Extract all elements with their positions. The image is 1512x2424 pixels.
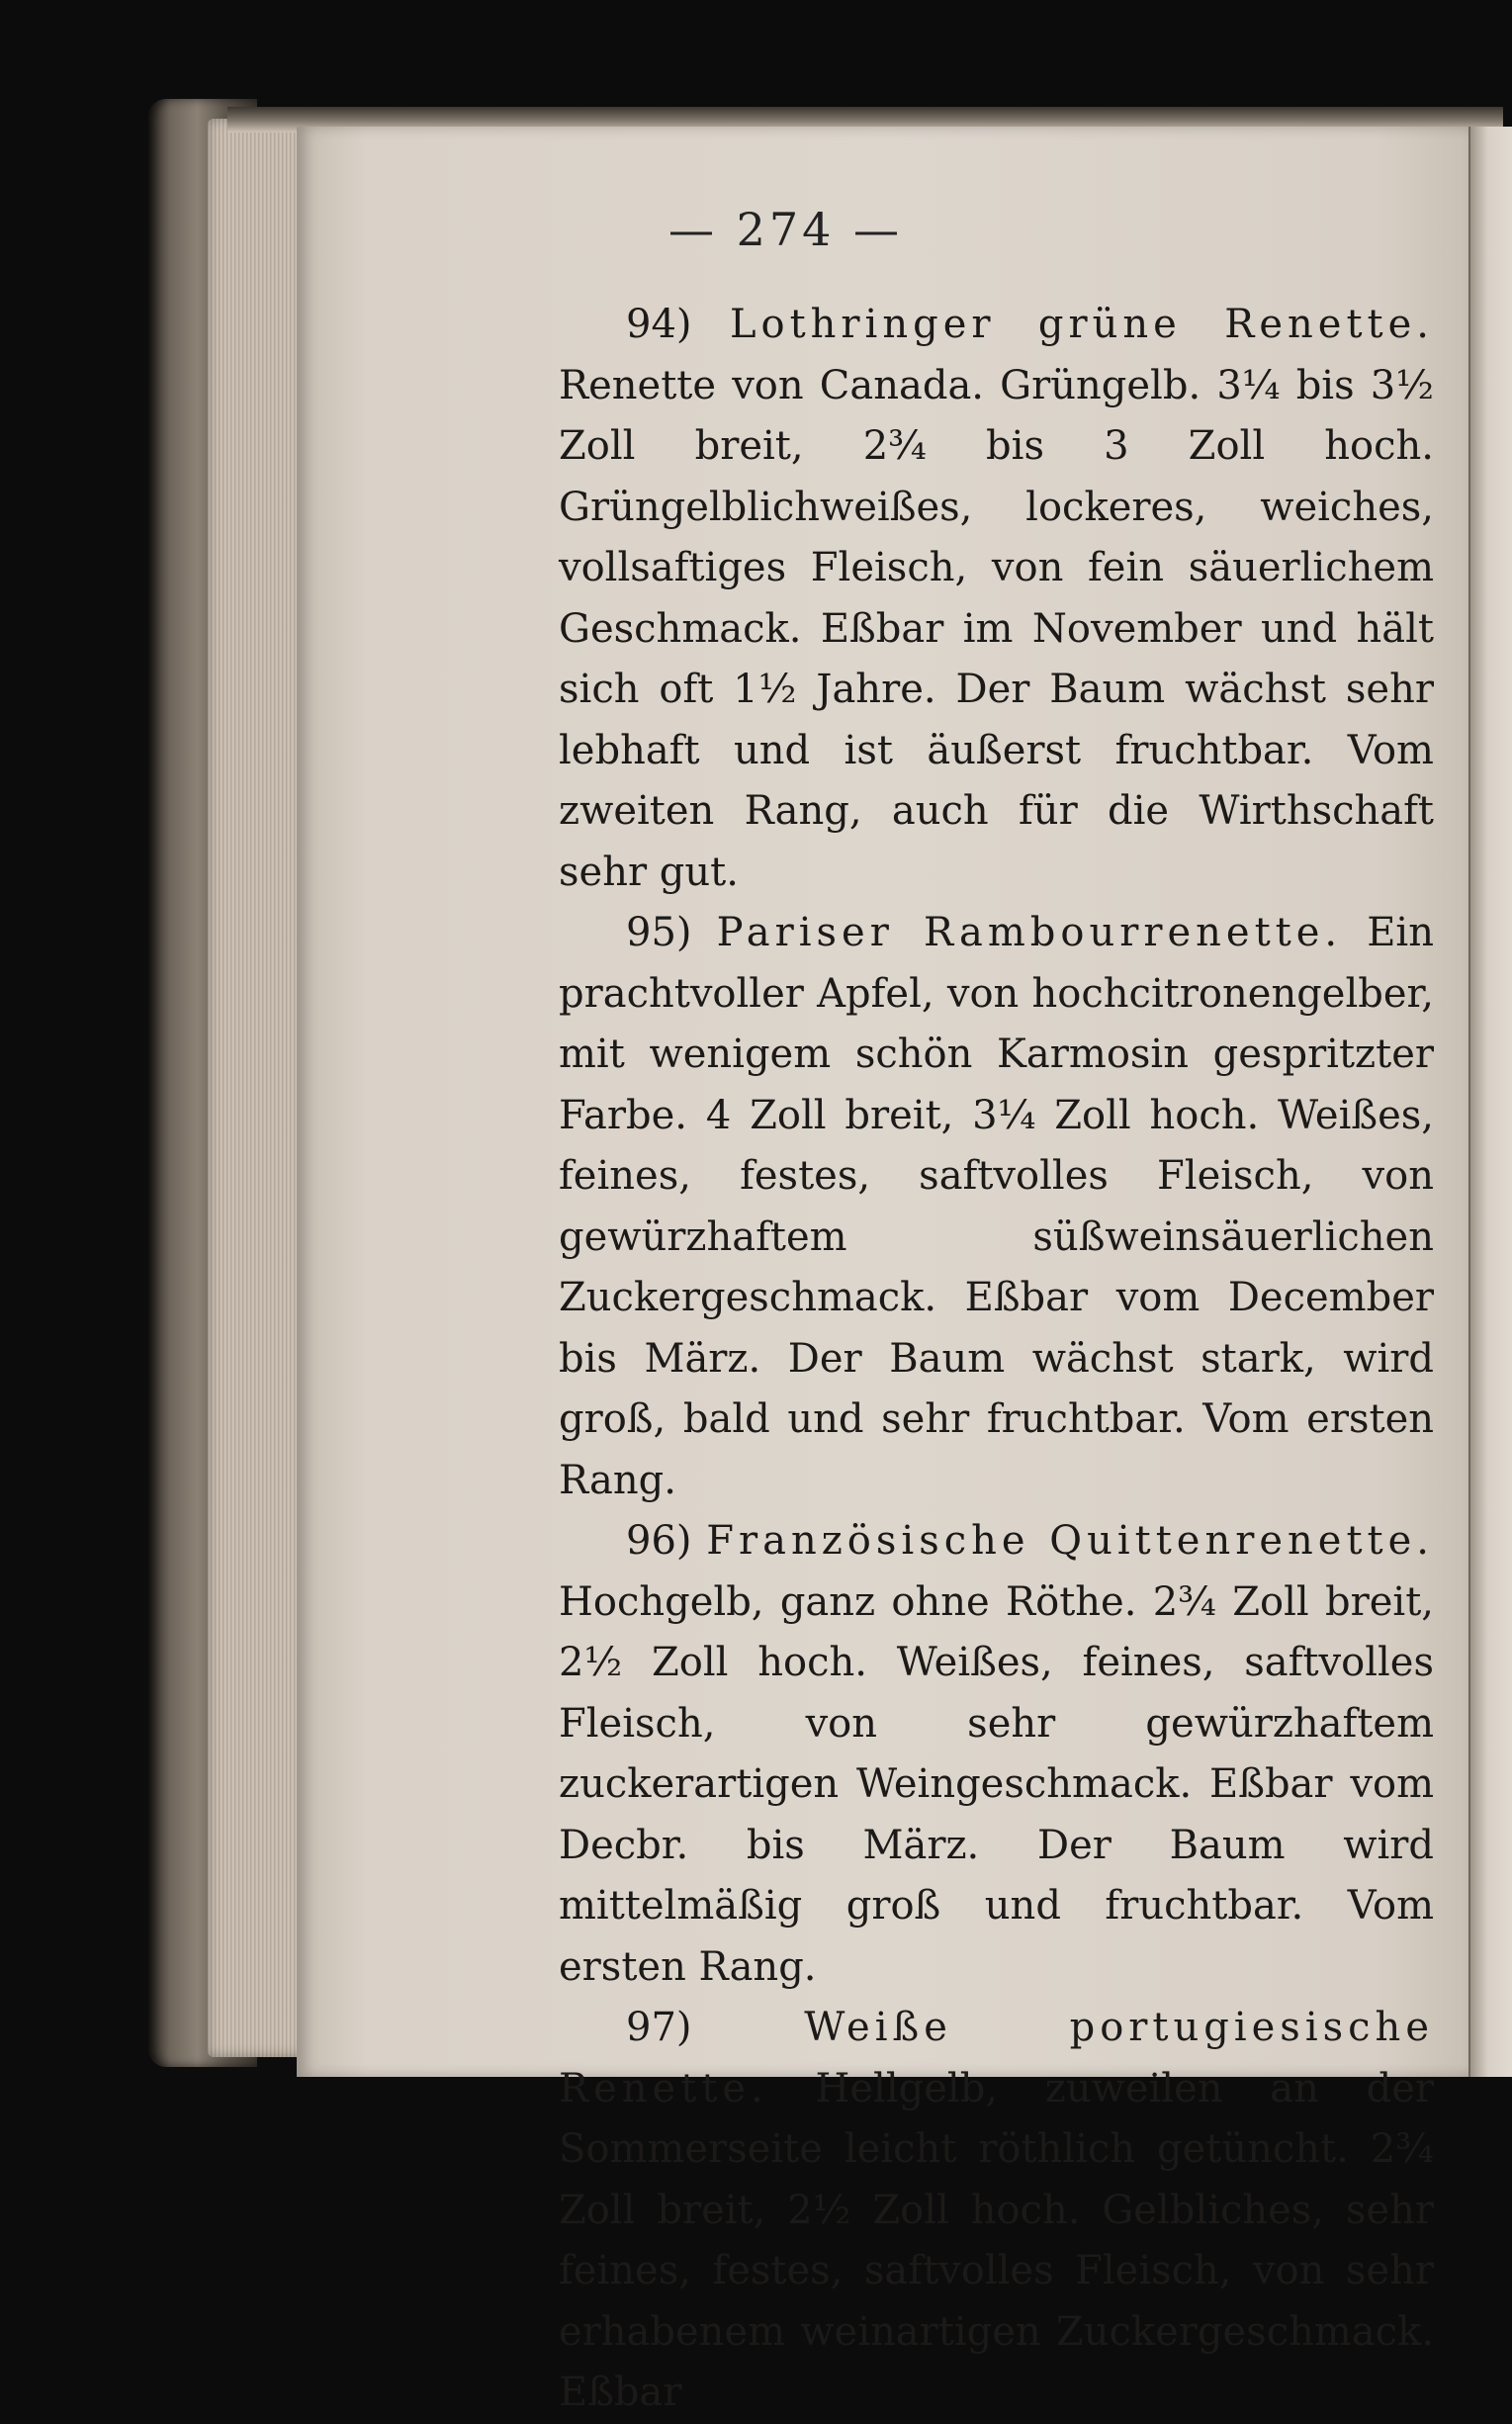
entry-title: Lothringer grüne Renette. bbox=[729, 302, 1434, 347]
entry-94 bbox=[559, 295, 1434, 903]
entry-95 bbox=[559, 903, 1434, 1511]
entry-96 bbox=[559, 1511, 1434, 1998]
next-page-edge bbox=[1468, 127, 1512, 2077]
page-number: — 274 — bbox=[667, 203, 904, 256]
entry-body: Ein prachtvoller Apfel, von hochcitronengelber, mit wenigem schön Karmosin gespritzter Farbe. 4 Zoll breit, 3¼ Zoll hoch. Weißes, feines, festes, saftvolles Fleisch, von gewürzhaftem süßweinsäuerlichen Zuckergeschmack. Eßbar vom December bis März. Der Baum wächst stark, wird groß, bald und sehr fruchtbar. Vom ersten Rang. bbox=[559, 910, 1434, 1503]
entry-title: Pariser Rambourrenette. bbox=[716, 910, 1343, 955]
entry-title: Weiße portugiesische Renette. bbox=[559, 2005, 1434, 2111]
entry-number: 97) bbox=[626, 2005, 692, 2050]
entry-body: Hellgelb, zuweilen an der Sommerseite leicht röthlich getüncht. 2¾ Zoll breit, 2½ Zoll hoch. Gelbliches, sehr feines, festes, saftvolles Fleisch, von sehr erhabenem weinartigen Zuckergeschmack. Eßbar bbox=[559, 2065, 1434, 2415]
entry-number: 96) bbox=[626, 1518, 692, 1564]
entry-body: Hochgelb, ganz ohne Röthe. 2¾ Zoll breit, 2½ Zoll hoch. Weißes, feines, saftvolles Fleisch, von sehr gewürzhaftem zuckerartigen Weingeschmack. Eßbar vom Decbr. bis März. Der Baum wird mittelmäßig groß und fruchtbar. Vom ersten Rang. bbox=[559, 1578, 1434, 1990]
page-text bbox=[559, 295, 1434, 2424]
entry-97 bbox=[559, 1998, 1434, 2424]
entry-number: 95) bbox=[626, 910, 692, 955]
entry-title: Französische Quittenrenette. bbox=[706, 1518, 1434, 1564]
entry-body: Renette von Canada. Grüngelb. 3¼ bis 3½ Zoll breit, 2¾ bis 3 Zoll hoch. Grüngelblichweißes, lockeres, weiches, vollsaftiges Fleisch, von fein säuerlichem Geschmack. Eßbar im November und hält sich oft 1½ Jahre. Der Baum wächst sehr lebhaft und ist äußerst fruchtbar. Vom zweiten Rang, auch für die Wirthschaft sehr gut. bbox=[559, 362, 1434, 895]
entry-number: 94) bbox=[626, 302, 692, 347]
